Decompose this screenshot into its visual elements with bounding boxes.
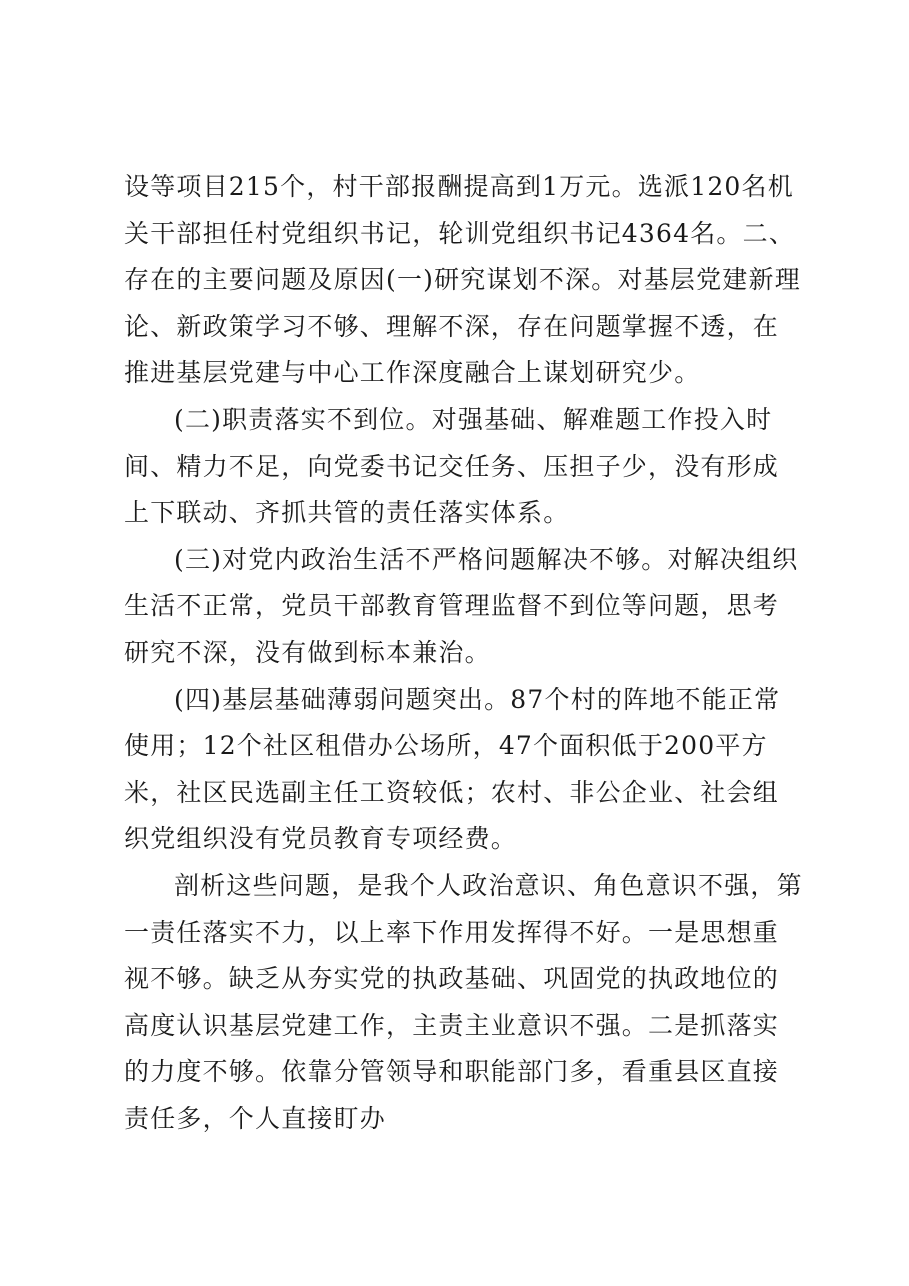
paragraph-1: 设等项目215个，村干部报酬提高到1万元。选派120名机关干部担任村党组织书记，轮训党组织书记4364名。二、存在的主要问题及原因(一)研究谋划不深。对基层党建新理论、新政策学习不够、理解不深，存在问题掌握不透，在推进基层党建与中心工作深度融合上谋划研究少。 <box>124 172 801 388</box>
document-body <box>124 164 804 1142</box>
paragraph-3: (三)对党内政治生活不严格问题解决不够。对解决组织生活不正常，党员干部教育管理监督不到位等问题，思考研究不深，没有做到标本兼治。 <box>124 544 799 667</box>
paragraph-2: (二)职责落实不到位。对强基础、解难题工作投入时间、精力不足，向党委书记交任务、压担子少，没有形成上下联动、齐抓共管的责任落实体系。 <box>124 404 780 528</box>
paragraph-4: (四)基层基础薄弱问题突出。87个村的阵地不能正常使用；12个社区租借办公场所，47个面积低于200平方米，社区民选副主任工资较低；农村、非公企业、社会组织党组织没有党员教育专项经费。 <box>124 684 781 854</box>
paragraph-5: 剖析这些问题，是我个人政治意识、角色意识不强，第一责任落实不力，以上率下作用发挥得不好。一是思想重视不够。缺乏从夯实党的执政基础、巩固党的执政地位的高度认识基层党建工作，主责主业意识不强。二是抓落实的力度不够。依靠分管领导和职能部门多，看重县区直接责任多，个人直接盯办 <box>124 870 803 1133</box>
